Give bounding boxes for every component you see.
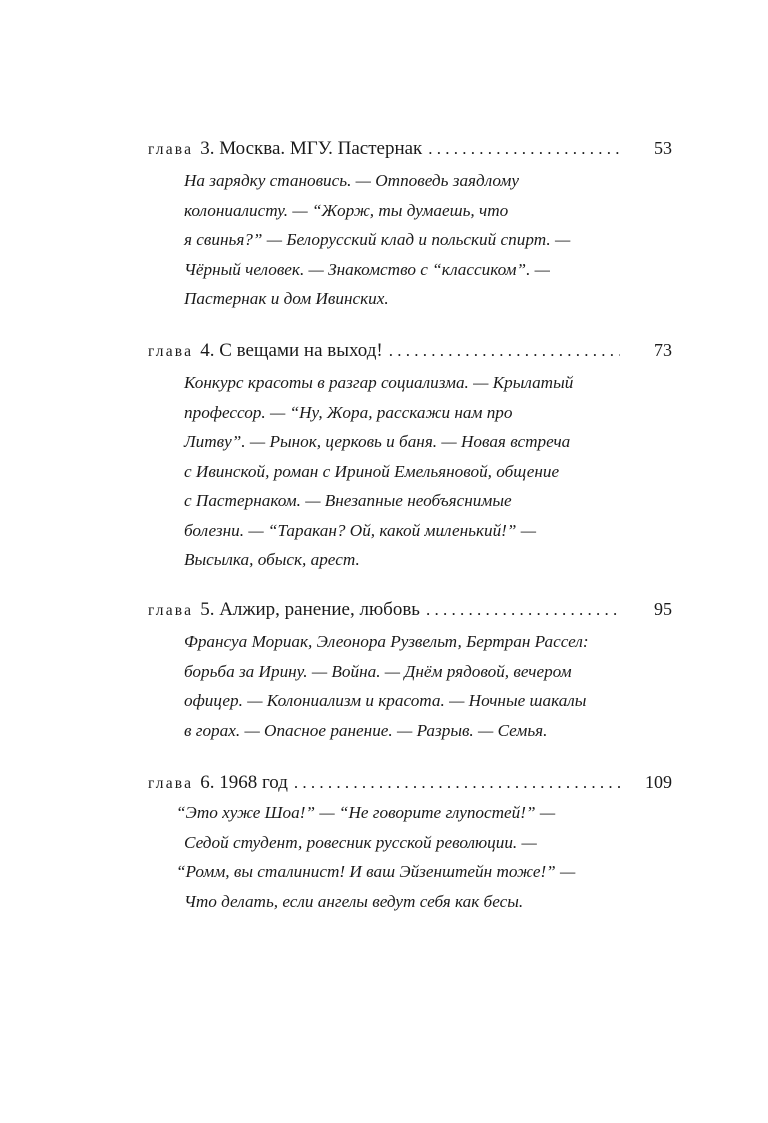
chapter-label: глава <box>148 141 194 158</box>
dot-leader <box>294 769 620 797</box>
toc-entry-chapter-5[interactable] <box>148 595 672 745</box>
summary-line: Пастернак и дом Ивинских. <box>184 289 389 308</box>
toc-entry-chapter-6[interactable] <box>148 768 672 916</box>
summary-line: Что делать, если ангелы ведут себя как бесы. <box>184 891 524 911</box>
chapter-label: глава <box>148 602 194 619</box>
toc-entry-heading <box>148 134 672 162</box>
summary-line: я свинья?” — Белорусский клад и польский спирт. — <box>184 230 571 249</box>
chapter-summary <box>148 368 624 575</box>
dot-leader <box>426 596 620 624</box>
chapter-summary <box>148 166 624 314</box>
chapter-summary <box>148 627 624 745</box>
chapter-title: 3. Москва. МГУ. Пастернак <box>200 138 423 159</box>
summary-line: колониалисту. — “Жорж, ты думаешь, что <box>184 200 509 220</box>
dot-leader <box>428 135 620 163</box>
summary-line: профессор. — “Ну, Жора, расскажи нам про <box>184 402 513 422</box>
chapter-label: глава <box>148 343 194 360</box>
chapter-page-number: 95 <box>654 599 672 619</box>
summary-line: На зарядку становись. — Отповедь заядлому <box>184 171 519 190</box>
toc-entry-heading <box>148 336 672 364</box>
summary-line: Литву”. — Рынок, церковь и баня. — Новая встреча <box>184 432 571 451</box>
summary-line: болезни. — “Таракан? Ой, какой миленький!” — <box>184 520 537 540</box>
summary-line: с Пастернаком. — Внезапные необъяснимые <box>184 491 512 510</box>
summary-line: офицер. — Колониализм и красота. — Ночные шакалы <box>184 691 587 710</box>
summary-line: борьба за Ирину. — Война. — Днём рядовой, вечером <box>184 661 572 681</box>
summary-line: Конкурс красоты в разгар социализма. — Крылатый <box>184 373 574 392</box>
summary-line: в горах. — Опасное ранение. — Разрыв. — Семья. <box>184 720 548 740</box>
chapter-summary <box>148 798 616 916</box>
chapter-title: 6. 1968 год <box>200 772 288 793</box>
summary-line: Седой студент, ровесник русской революции. — <box>184 832 537 852</box>
summary-line: Чёрный человек. — Знакомство с “классиком”. — <box>184 259 550 279</box>
chapter-title: 5. Алжир, ранение, любовь <box>200 599 420 620</box>
toc-entry-heading <box>148 768 672 796</box>
summary-line: с Ивинской, роман с Ириной Емельяновой, общение <box>184 461 560 481</box>
toc-entry-chapter-4[interactable] <box>148 336 672 575</box>
chapter-label: глава <box>148 775 194 792</box>
chapter-page-number: 109 <box>645 772 672 792</box>
toc-entry-heading <box>148 595 672 623</box>
chapter-page-number: 73 <box>654 340 672 360</box>
chapter-title: 4. С вещами на выход! <box>200 340 383 361</box>
toc-entry-chapter-3[interactable] <box>148 134 672 314</box>
summary-line: “Это хуже Шоа!” — “Не говорите глупостей!” — <box>176 803 556 822</box>
dot-leader <box>389 337 620 365</box>
summary-line: “Ромм, вы сталинист! И ваш Эйзенштейн тоже!” — <box>176 862 576 881</box>
summary-line: Франсуа Мориак, Элеонора Рузвельт, Бертран Рассел: <box>184 632 589 651</box>
summary-line: Высылка, обыск, арест. <box>184 550 360 569</box>
chapter-page-number: 53 <box>654 138 672 158</box>
